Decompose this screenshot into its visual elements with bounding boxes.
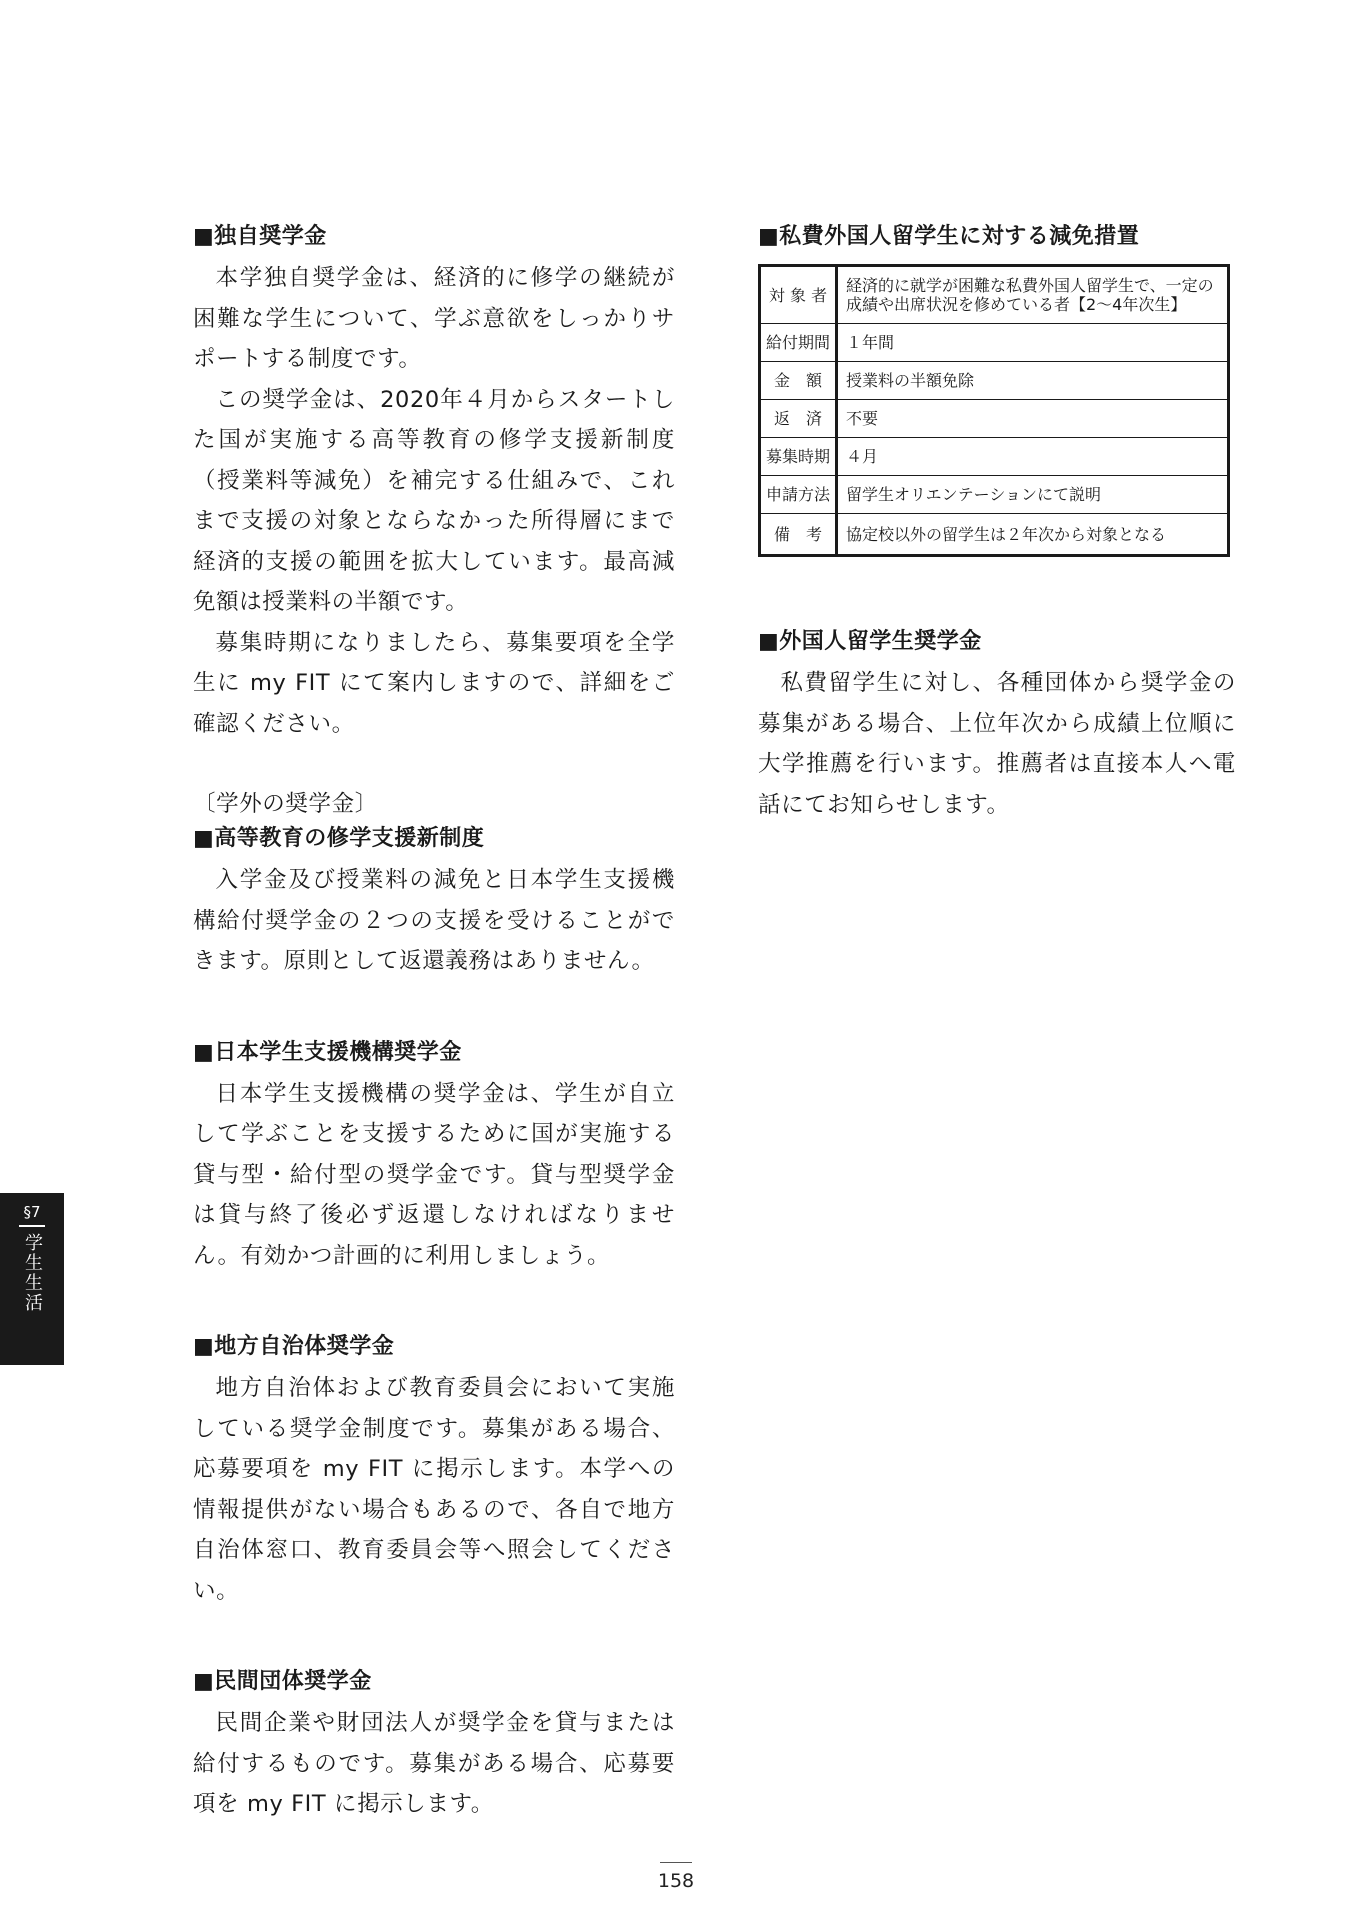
left-column [193,222,675,1825]
section-heading-jasso-scholarship: ■日本学生支援機構奨学金 [193,1039,462,1065]
table-label: 申請方法 [760,476,837,514]
table-label: 金 額 [760,362,837,400]
table-label: 備 考 [760,514,837,556]
table-row [760,400,1229,438]
section-number: §7 [23,1203,41,1221]
table-value: 不要 [837,400,1229,438]
section-heading-own-scholarship: ■独自奨学金 [193,224,327,249]
table-row [760,324,1229,362]
section-heading-foreign-student-scholarship: ■外国人留学生奨学金 [758,629,982,654]
table-value: １年間 [837,324,1229,362]
table-label: 募集時期 [760,438,837,476]
divider [660,1862,692,1863]
table-value: 留学生オリエンテーションにて説明 [837,476,1229,514]
page-number: 158 [657,1870,695,1892]
paragraph: 日本学生支援機構の奨学金は、学生が自立して学ぶことを支援するために国が実施する貸与型・給付型の奨学金です。貸与型奨学金は貸与終了後必ず返還しなければなりません。有効かつ計画的に利用しましょう。 [193,1080,675,1269]
tuition-reduction-table [758,264,1230,557]
paragraph: 私費留学生に対し、各種団体から奨学金の募集がある場合、上位年次から成績上位順に大学推薦を行います。推薦者は直接本人へ電話にてお知らせします。 [758,670,1236,818]
paragraph: 本学独自奨学金は、経済的に修学の継続が困難な学生について、学ぶ意欲をしっかりサポートする制度です。 [193,265,675,372]
paragraph: 民間企業や財団法人が奨学金を貸与または給付するものです。募集がある場合、応募要項を my FIT に掲示します。 [193,1710,675,1817]
table-label: 給付期間 [760,324,837,362]
paragraph: 地方自治体および教育委員会において実施している奨学金制度です。募集がある場合、応募要項を my FIT に掲示します。本学への情報提供がない場合もあるので、各自で地方自治体窓口、教育委員会等へ照会してください。 [193,1375,675,1604]
table-value: 経済的に就学が困難な私費外国人留学生で、一定の成績や出席状況を修めている者【2～4年次生】 [837,266,1229,324]
table-row [760,266,1229,324]
table-row [760,514,1229,556]
table-value: 授業料の半額免除 [837,362,1229,400]
table-row [760,438,1229,476]
external-scholarship-label: 〔学外の奨学金〕 [193,791,378,817]
table-row [760,362,1229,400]
table-label: 対 象 者 [760,266,837,324]
paragraph: この奨学金は、2020年４月からスタートした国が実施する高等教育の修学支援新制度（授業料等減免）を補完する仕組みで、これまで支援の対象とならなかった所得層にまで経済的支援の範囲を拡大しています。最高減免額は授業料の半額です。 [193,386,675,615]
table-row [760,476,1229,514]
section-heading-private-scholarship: ■民間団体奨学金 [193,1669,372,1694]
section-heading-higher-education-support: ■高等教育の修学支援新制度 [193,826,485,851]
right-column [758,222,1236,825]
table-label: 返 済 [760,400,837,438]
section-title: 学生生活 [22,1233,43,1313]
section-heading-tuition-reduction: ■私費外国人留学生に対する減免措置 [758,224,1140,249]
paragraph: 募集時期になりましたら、募集要項を全学生に my FIT にて案内しますので、詳細をご確認ください。 [193,629,675,737]
table-value: 協定校以外の留学生は２年次から対象となる [837,514,1229,556]
divider [19,1225,45,1227]
paragraph: 入学金及び授業料の減免と日本学生支援機構給付奨学金の２つの支援を受けることができます。原則として返還義務はありません。 [193,867,675,974]
section-side-tab [0,1193,64,1365]
section-heading-local-government-scholarship: ■地方自治体奨学金 [193,1334,395,1359]
table-value: ４月 [837,438,1229,476]
